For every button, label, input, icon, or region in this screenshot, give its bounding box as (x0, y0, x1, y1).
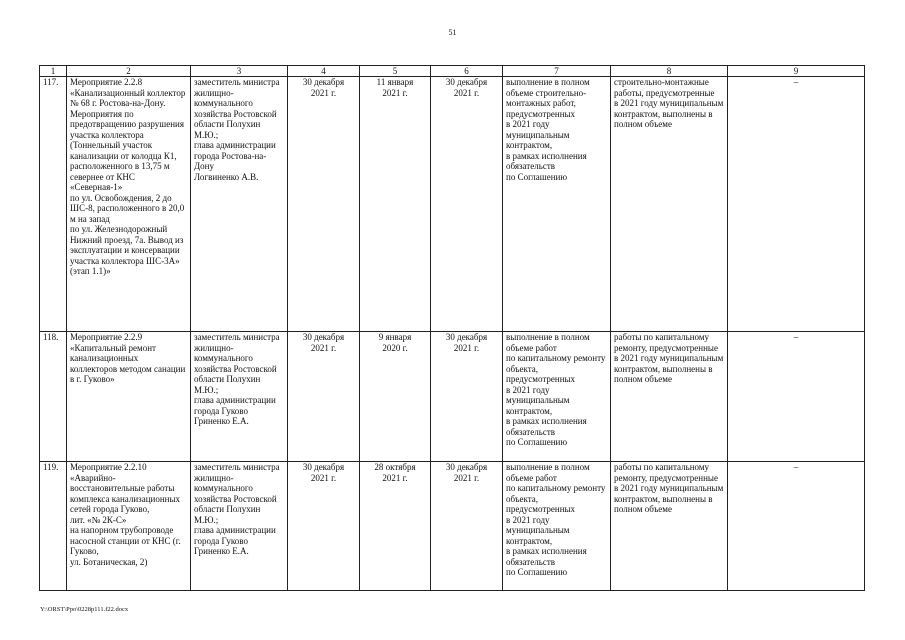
document-file-path: Y:\ORST\Ppo\0228p111.f22.docx (40, 606, 129, 613)
column-number-3: 3 (191, 66, 288, 77)
column-number-2: 2 (67, 66, 191, 77)
row-number: 117. (40, 77, 67, 332)
date-actual-cell: 9 января 2020 г. (360, 332, 431, 462)
column-number-row (40, 66, 865, 77)
date-end-cell: 30 декабря 2021 г. (431, 462, 503, 591)
responsible-cell: заместитель министра жилищно-коммунального хозяйства Ростовской области Полухин М.Ю.; глава администрации города Гуково Гриненко Е.А. (191, 462, 288, 591)
date-start-cell: 30 декабря 2021 г. (288, 77, 360, 332)
date-actual-cell: 28 октября 2021 г. (360, 462, 431, 591)
column-number-6: 6 (431, 66, 503, 77)
date-end-cell: 30 декабря 2021 г. (431, 332, 503, 462)
event-cell: Мероприятие 2.2.10 «Аварийно-восстановительные работы комплекса канализационных сетей города Гуково, лит. «№ 2К-С» на напорном трубопроводе насосной станции от КНС (г. Гуково, ул. Ботаническая, 2) (67, 462, 191, 591)
problems-cell: – (728, 332, 865, 462)
problems-cell: – (728, 77, 865, 332)
responsible-cell: заместитель министра жилищно-коммунального хозяйства Ростовской области Полухин М.Ю.; глава администрации города Гуково Гриненко Е.А. (191, 332, 288, 462)
date-start-cell: 30 декабря 2021 г. (288, 332, 360, 462)
planned-result-cell: выполнение в полном объеме работ по капитальному ремонту объекта, предусмотренных в 2021 году муниципальным контрактом, в рамках исполнения обязательств по Соглашению (503, 332, 611, 462)
table-row (40, 77, 865, 332)
column-number-5: 5 (360, 66, 431, 77)
planned-result-cell: выполнение в полном объеме строительно-монтажных работ, предусмотренных в 2021 году муниципальным контрактом, в рамках исполнения обязательств по Соглашению (503, 77, 611, 332)
date-start-cell: 30 декабря 2021 г. (288, 462, 360, 591)
actual-result-cell: работы по капитальному ремонту, предусмотренные в 2021 году муниципальным контрактом, выполнены в полном объеме (611, 332, 728, 462)
table-row (40, 462, 865, 591)
date-actual-cell: 11 января 2021 г. (360, 77, 431, 332)
report-table (39, 65, 865, 591)
planned-result-cell: выполнение в полном объеме работ по капитальному ремонту объекта, предусмотренных в 2021 году муниципальным контрактом, в рамках исполнения обязательств по Соглашению (503, 462, 611, 591)
column-number-9: 9 (728, 66, 865, 77)
column-number-4: 4 (288, 66, 360, 77)
event-cell: Мероприятие 2.2.8 «Канализационный коллектор № 68 г. Ростова-на-Дону. Мероприятия по предотвращению разрушения участка коллектора (Тоннельный участок канализации от колодца К1, расположенного в 13,75 м севернее от КНС «Северная-1» по ул. Освобождения, 2 до ШС-8, расположенного в 20,0 м на запад по ул. Железнодорожный Нижний проезд, 7а. Вывод из эксплуатации и консервации участка коллектора ШС-3А» (этап 1.1)» (67, 77, 191, 332)
column-number-8: 8 (611, 66, 728, 77)
problems-cell: – (728, 462, 865, 591)
column-number-1: 1 (40, 66, 67, 77)
responsible-cell: заместитель министра жилищно-коммунального хозяйства Ростовской области Полухин М.Ю.; глава администрации города Ростова-на-Дону Логвиненко А.В. (191, 77, 288, 332)
table-row (40, 332, 865, 462)
date-end-cell: 30 декабря 2021 г. (431, 77, 503, 332)
row-number: 119. (40, 462, 67, 591)
event-cell: Мероприятие 2.2.9 «Капитальный ремонт канализационных коллекторов методом санации в г. Гуково» (67, 332, 191, 462)
column-number-7: 7 (503, 66, 611, 77)
row-number: 118. (40, 332, 67, 462)
actual-result-cell: работы по капитальному ремонту, предусмотренные в 2021 году муниципальным контрактом, выполнены в полном объеме (611, 462, 728, 591)
page-number: 51 (448, 28, 457, 37)
actual-result-cell: строительно-монтажные работы, предусмотренные в 2021 году муниципальным контрактом, выполнены в полном объеме (611, 77, 728, 332)
